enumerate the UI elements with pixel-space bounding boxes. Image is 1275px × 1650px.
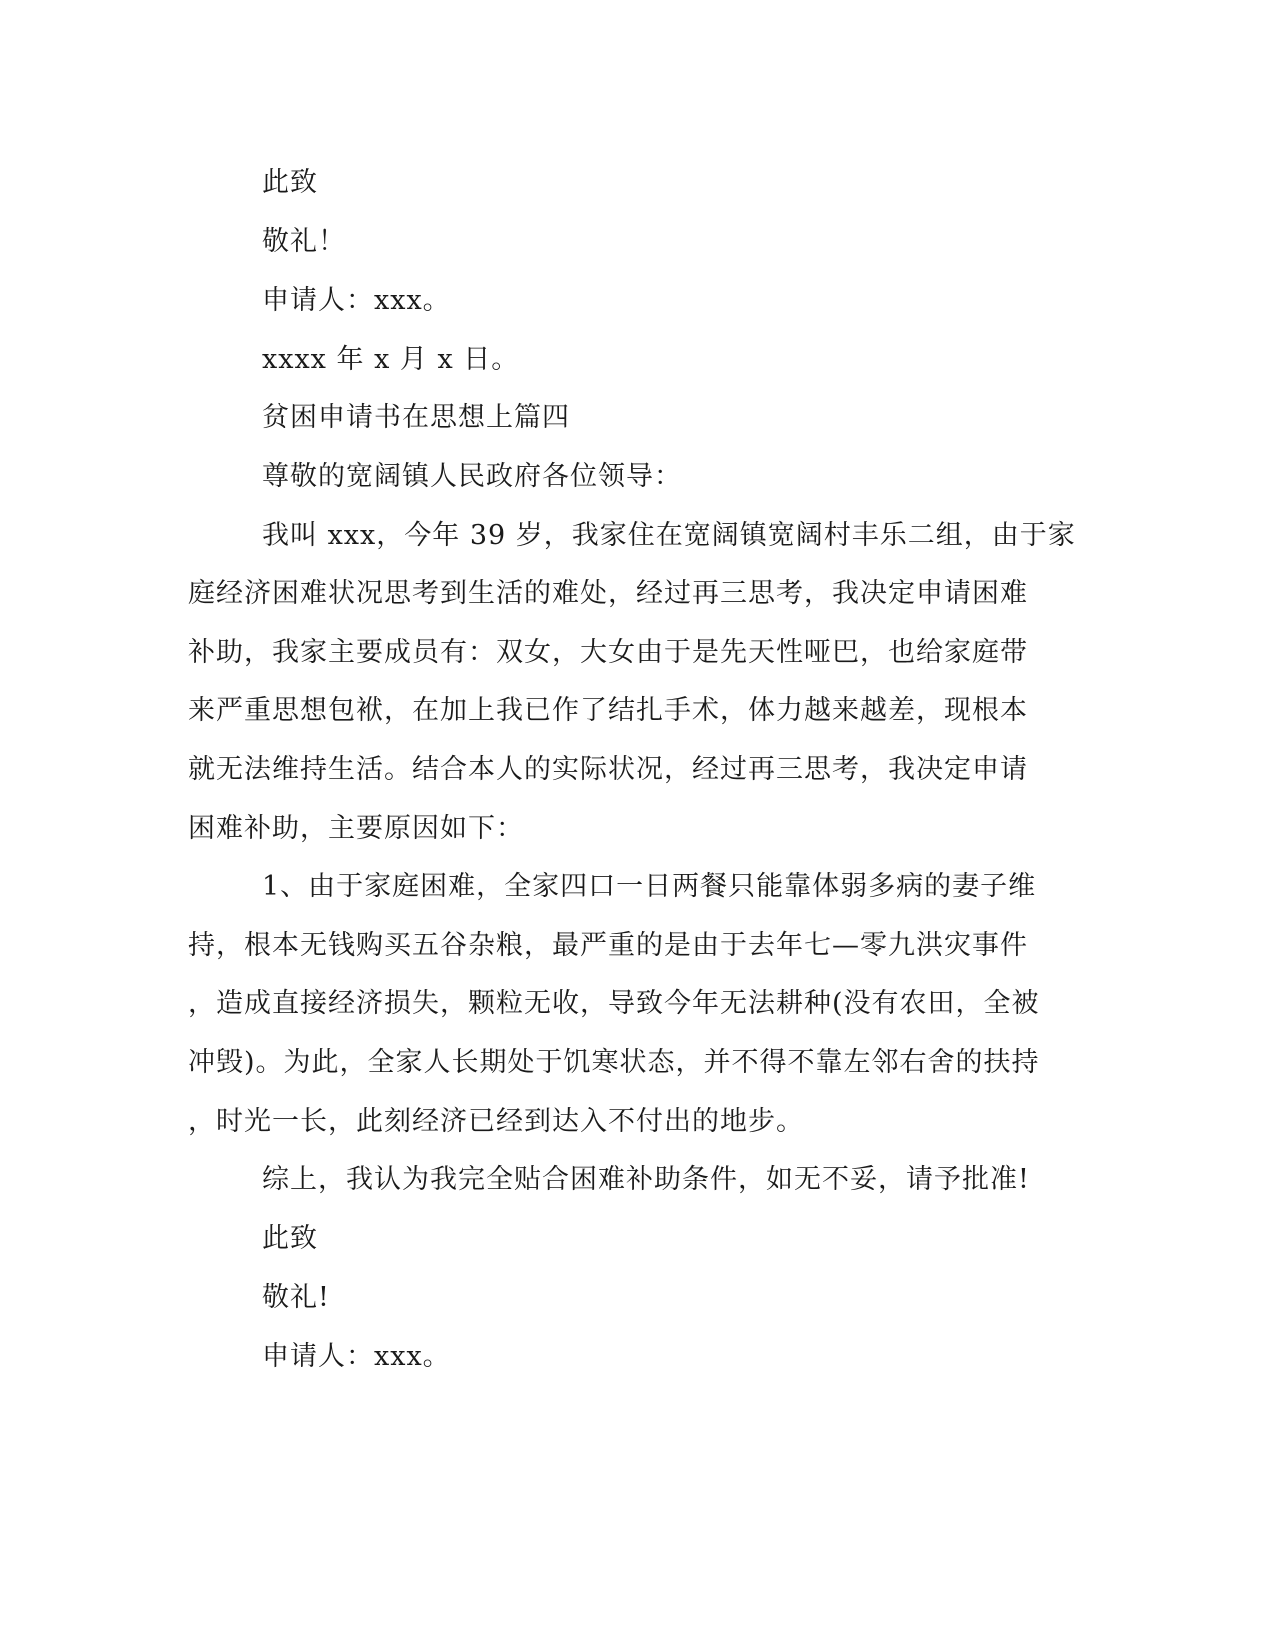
paragraph-line: 持，根本无钱购买五谷杂粮，最严重的是由于去年七—零九洪灾事件 bbox=[188, 930, 1028, 961]
paragraph-line: 来严重思想包袱，在加上我已作了结扎手术，体力越来越差，现根本 bbox=[188, 695, 1028, 726]
closing-regards: 敬礼! bbox=[262, 1282, 330, 1313]
conclusion: 综上，我认为我完全贴合困难补助条件，如无不妥，请予批准! bbox=[262, 1164, 1030, 1195]
closing-applicant: 申请人：xxx。 bbox=[262, 285, 451, 316]
closing-salutation: 此致 bbox=[262, 167, 318, 198]
paragraph-line: 冲毁)。为此，全家人长期处于饥寒状态，并不得不靠左邻右舍的扶持 bbox=[188, 1047, 1040, 1078]
section-title: 贫困申请书在思想上篇四 bbox=[262, 402, 570, 433]
paragraph-line: ，造成直接经济损失，颗粒无收，导致今年无法耕种(没有农田，全被 bbox=[188, 988, 1040, 1019]
paragraph-line: 补助，我家主要成员有：双女，大女由于是先天性哑巴，也给家庭带 bbox=[188, 637, 1028, 668]
paragraph-line: 庭经济困难状况思考到生活的难处，经过再三思考，我决定申请困难 bbox=[188, 578, 1028, 609]
addressee: 尊敬的宽阔镇人民政府各位领导： bbox=[262, 461, 682, 492]
closing-salutation: 此致 bbox=[262, 1223, 318, 1254]
closing-regards: 敬礼！ bbox=[262, 226, 346, 257]
paragraph-line: 就无法维持生活。结合本人的实际状况，经过再三思考，我决定申请 bbox=[188, 754, 1028, 785]
paragraph-line: ，时光一长，此刻经济已经到达入不付出的地步。 bbox=[188, 1106, 804, 1137]
paragraph-line: 困难补助，主要原因如下： bbox=[188, 813, 524, 844]
closing-applicant: 申请人：xxx。 bbox=[262, 1341, 451, 1372]
closing-date: xxxx 年 x 月 x 日。 bbox=[262, 344, 520, 375]
paragraph-line: 我叫 xxx，今年 39 岁，我家住在宽阔镇宽阔村丰乐二组，由于家 bbox=[262, 520, 1076, 551]
paragraph-line: 1、由于家庭困难，全家四口一日两餐只能靠体弱多病的妻子维 bbox=[262, 871, 1037, 902]
